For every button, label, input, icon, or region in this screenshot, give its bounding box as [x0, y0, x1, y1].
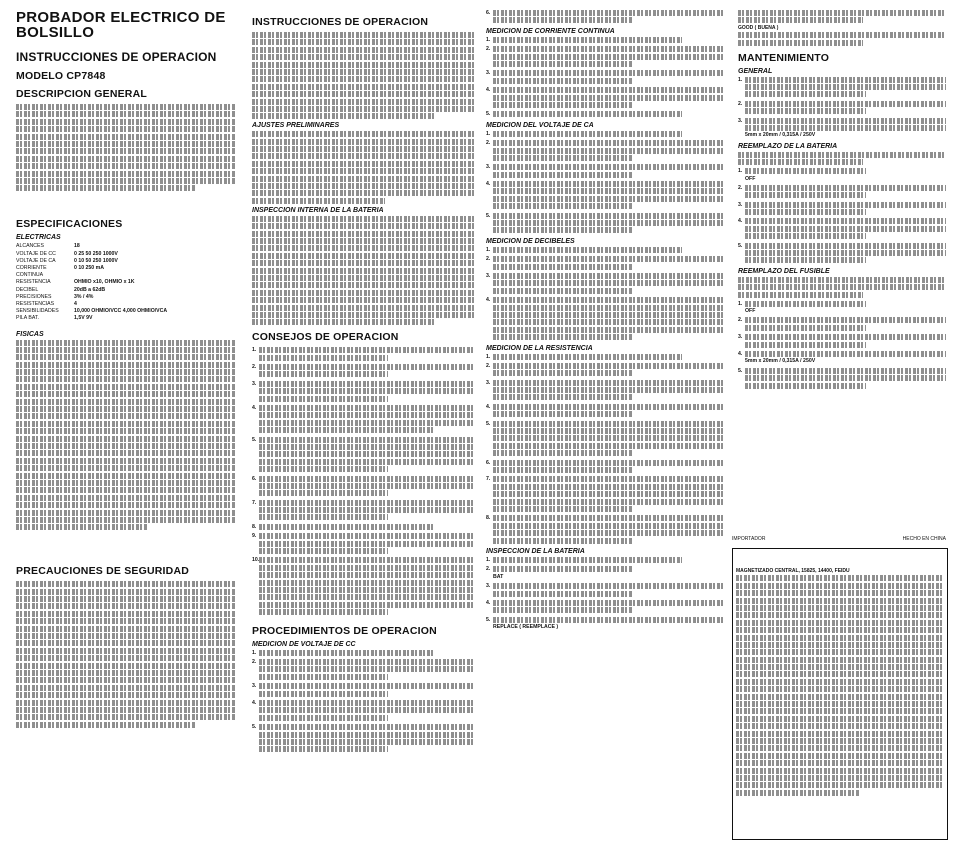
column-2 — [252, 10, 474, 840]
inspeccion-heading: INSPECCION INTERNA DE LA BATERIA — [252, 206, 384, 214]
spec-row: ALCANCES 18 — [16, 243, 80, 250]
bat-replace-list — [738, 168, 946, 265]
mantenimiento-heading: MANTENIMIENTO — [738, 51, 830, 64]
reemplazo-bat-intro — [738, 152, 946, 165]
made-in-label: HECHO EN CHINA — [902, 536, 946, 542]
importer-label: IMPORTADOR — [732, 536, 766, 542]
spec-row: SENSIBILIDADES 10,000 OHMIO/VCC 4,000 OHMIO/VCA — [16, 308, 168, 315]
spec-row: VOLTAJE DE CC 0 25 50 250 1000V — [16, 250, 118, 257]
reemplazo-bateria-heading: REEMPLAZO DE LA BATERIA — [738, 142, 838, 150]
inspeccion-text — [252, 216, 474, 325]
list-item: 8. — [486, 515, 724, 545]
reemplazo-fus-intro — [738, 277, 946, 298]
list-item: 1. — [486, 557, 724, 564]
fisicas-text — [16, 340, 236, 531]
list-item: 10. — [252, 557, 474, 616]
warranty-text — [736, 568, 942, 832]
list-item: 2. — [486, 140, 724, 162]
list-item: 3. — [486, 273, 724, 295]
ajustes-text — [252, 131, 474, 204]
list-item: 4. — [486, 297, 724, 341]
list-item: 5. — [738, 368, 946, 390]
spec-heading: ESPECIFICACIONES — [16, 218, 123, 231]
desc-text — [16, 104, 236, 191]
carryover-text — [738, 10, 946, 46]
consejos-heading: CONSEJOS DE OPERACION — [252, 331, 399, 344]
list-item: 3. — [486, 380, 724, 402]
spec-row: RESISTENCIA OHMIO x10, OHMIO x 1K — [16, 279, 135, 286]
list-item: 1. — [486, 247, 724, 254]
list-item: 4. — [252, 700, 474, 722]
spec-row: VOLTAJE DE CA 0 10 50 250 1000V — [16, 257, 118, 264]
list-item: 9. — [252, 533, 474, 555]
list-item: 4. — [738, 218, 946, 240]
list-item: 5. — [738, 243, 946, 265]
document-title: PROBADOR ELECTRICO DE BOLSILLO — [16, 10, 226, 41]
spec-row: CORRIENTE CONTINUA 0 10 250 mA — [16, 264, 104, 279]
consejos-list — [252, 347, 474, 616]
cc-list — [252, 650, 474, 754]
list-item: 3. 5mm x 20mm / 0,315A / 250V — [738, 118, 946, 140]
list-item: 1. — [486, 131, 724, 138]
list-item: 4. — [486, 87, 724, 109]
list-item: 2. — [738, 101, 946, 116]
list-item: 3. — [252, 683, 474, 698]
procedimientos-heading: PROCEDIMIENTOS DE OPERACION — [252, 624, 437, 637]
list-item: 5. REPLACE ( REEMPLACE ) — [486, 617, 724, 632]
list-item: 4. — [486, 181, 724, 211]
instructions-heading: INSTRUCCIONES DE OPERACION — [252, 16, 429, 28]
list-item: 3. — [486, 70, 724, 85]
list-item: 2. — [252, 364, 474, 379]
model-number: MODELO CP7848 — [16, 70, 106, 82]
safety-heading: PRECAUCIONES DE SEGURIDAD — [16, 565, 190, 578]
ajustes-heading: AJUSTES PRELIMINARES — [252, 122, 340, 130]
corriente-list — [486, 37, 724, 119]
list-item: 6. — [486, 10, 724, 25]
list-item: 3. — [252, 381, 474, 403]
list-item: 5. — [486, 213, 724, 235]
list-item: 5. — [252, 437, 474, 474]
list-item: 5. — [486, 421, 724, 458]
list-item: 7. — [486, 476, 724, 513]
list-item: 1. OFF — [738, 301, 946, 316]
list-item: 1. OFF — [738, 168, 946, 183]
spec-row: RESISTENCIAS 4 — [16, 300, 77, 307]
list-item: 3. — [738, 334, 946, 349]
off-label: OFF — [745, 175, 756, 182]
ca-list — [486, 131, 724, 235]
spec-sub: ELECTRICAS — [16, 234, 61, 242]
desc-heading: DESCRIPCION GENERAL — [16, 88, 147, 100]
list-item: 6. — [486, 460, 724, 475]
res-list — [486, 354, 724, 545]
subtitle: INSTRUCCIONES DE OPERACION — [16, 50, 217, 64]
company-line: MAGNETIZADO CENTRAL, 15825, 14400, FEIDU — [736, 568, 850, 574]
list-item: 4. — [486, 404, 724, 419]
bat-label: BAT — [493, 573, 504, 580]
column-1 — [16, 10, 236, 840]
decibeles-heading: MEDICION DE DECIBELES — [486, 237, 575, 245]
bateria-heading: INSPECCION DE LA BATERIA — [486, 547, 585, 555]
list-item: 1. — [486, 354, 724, 361]
list-item: 1. — [738, 77, 946, 99]
box-header — [732, 536, 946, 542]
list-item: 1. — [486, 37, 724, 44]
list-item: 1. — [252, 650, 474, 657]
list-item: 4. — [486, 600, 724, 615]
fuse-replace-list — [738, 301, 946, 390]
db-list — [486, 247, 724, 342]
list-item: 2. — [738, 317, 946, 332]
list-item: 2. — [486, 46, 724, 68]
column-3 — [486, 10, 724, 840]
spec-row: PRECISIONES 3% / 4% — [16, 293, 94, 300]
spec-list — [16, 243, 236, 322]
list-item: 7. — [252, 500, 474, 522]
spec-row: DECIBEL 20dB a 62dB — [16, 286, 106, 293]
off-label: OFF — [745, 307, 756, 314]
fuse-spec: 5mm x 20mm / 0,315A / 250V — [745, 358, 816, 365]
list-item: 2. — [738, 185, 946, 200]
list-item: 1. — [252, 347, 474, 362]
list-item: 3. — [486, 164, 724, 179]
list-item: 2. — [252, 659, 474, 681]
general-heading: GENERAL — [738, 67, 773, 75]
medicion-cc-heading: MEDICION DE VOLTAJE DE CC — [252, 640, 356, 648]
list-item: 4. 5mm x 20mm / 0,315A / 250V — [738, 351, 946, 366]
spec-row: PILA BAT. 1,5V 9V — [16, 315, 93, 322]
fuse-spec: 5mm x 20mm / 0,315A / 250V — [745, 132, 816, 139]
resistencia-heading: MEDICION DE LA RESISTENCIA — [486, 344, 593, 352]
list-item: 2. — [486, 256, 724, 271]
list-item: 4. — [252, 405, 474, 435]
good-word: GOOD ( BUENA ) — [738, 24, 779, 31]
list-item: 2. BAT — [486, 566, 724, 581]
list-item: 3. — [738, 202, 946, 217]
reemplazo-fusible-heading: REEMPLAZO DEL FUSIBLE — [738, 267, 830, 275]
list-item: 3. — [486, 583, 724, 598]
intro-text — [252, 32, 474, 119]
replace-word: REPLACE ( REEMPLACE ) — [493, 624, 559, 631]
list-item: 2. — [486, 363, 724, 378]
bat-list — [486, 557, 724, 632]
voltaje-ca-heading: MEDICION DEL VOLTAJE DE CA — [486, 121, 594, 129]
list-item: 5. — [252, 724, 474, 754]
general-list — [738, 77, 946, 140]
list-item: 5. — [486, 111, 724, 118]
corriente-heading: MEDICION DE CORRIENTE CONTINUA — [486, 27, 615, 35]
safety-text — [16, 581, 236, 727]
list-item: 6. — [252, 476, 474, 498]
fisicas-heading: FISICAS — [16, 330, 44, 338]
list-item: 8. — [252, 524, 474, 531]
